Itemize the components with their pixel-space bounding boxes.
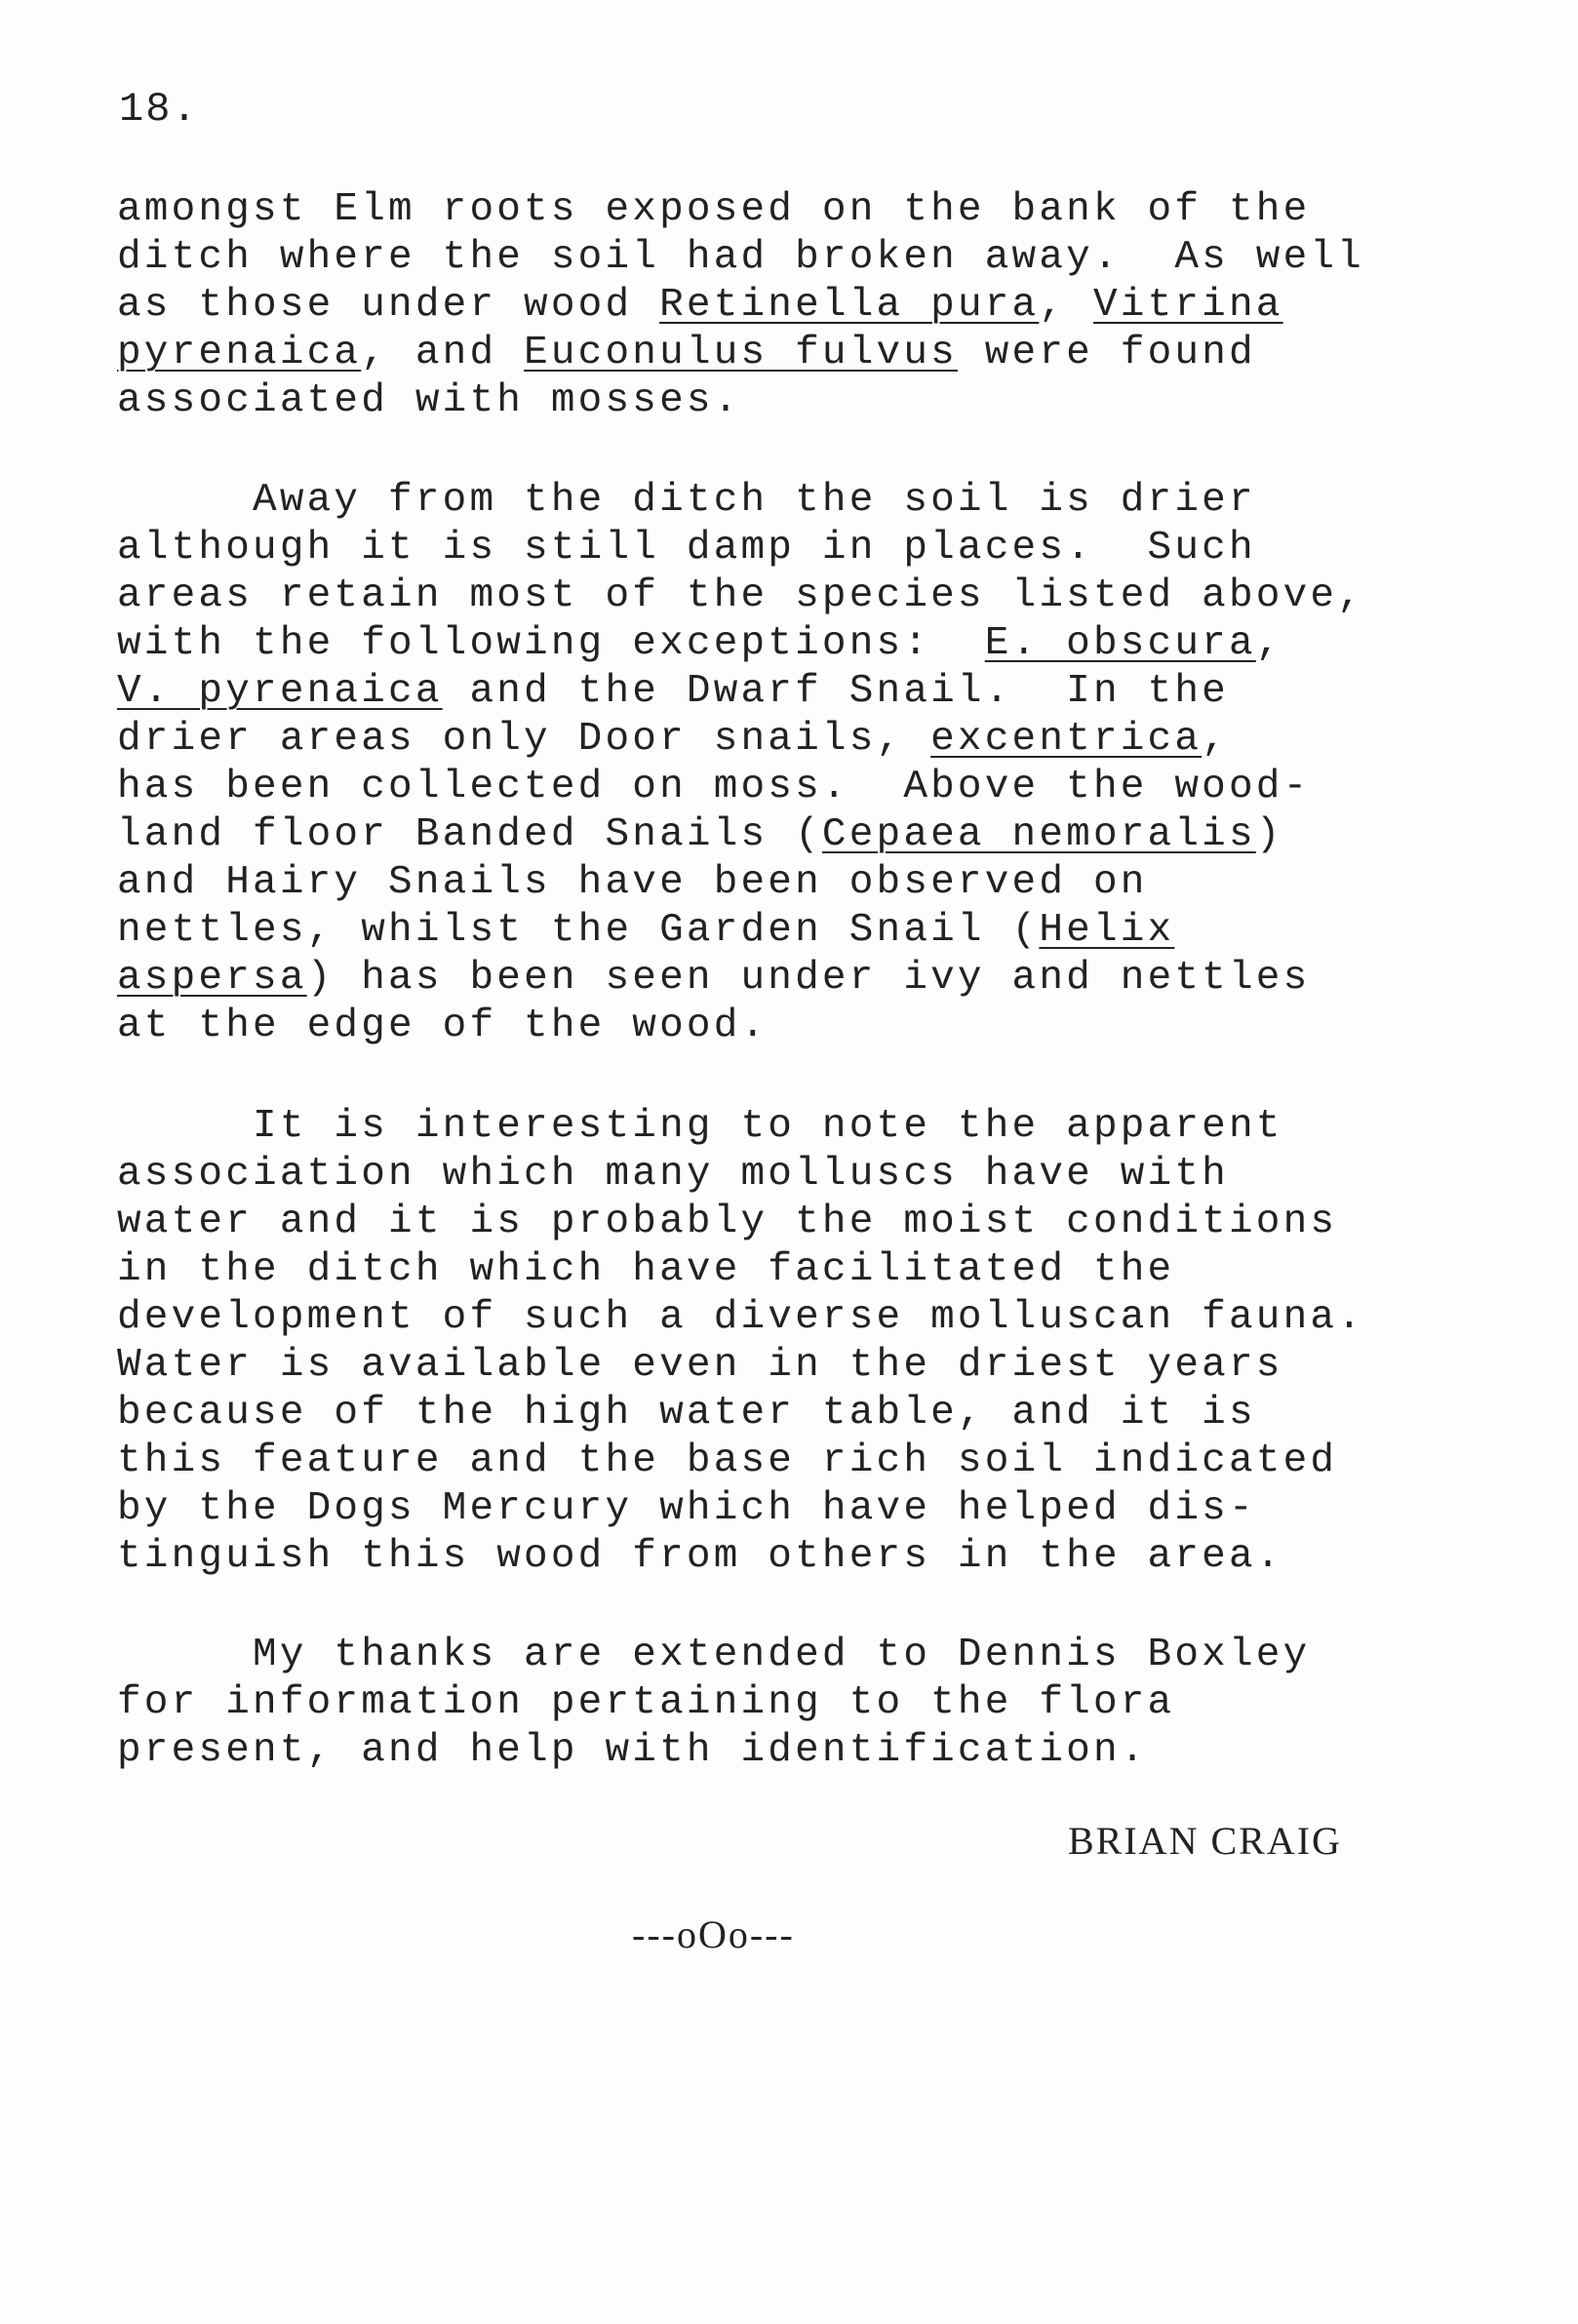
text-span: at the edge of the wood. (117, 1004, 769, 1048)
species-name: V. pyrenaica (117, 669, 443, 714)
text-line (117, 329, 1256, 377)
section-divider: ---oOo--- (632, 1912, 795, 1956)
text-span: with the following exceptions: (117, 621, 985, 666)
text-line (117, 763, 1310, 811)
text-span: Water is available even in the driest years (117, 1343, 1283, 1388)
text-span: has been collected on moss. Above the wood- (117, 765, 1311, 809)
text-span: for information pertaining to the flora (117, 1680, 1175, 1725)
text-line (117, 1678, 1174, 1727)
text-span: associated with mosses. (117, 378, 741, 423)
text-span: ) has been seen under ivy and nettles (306, 956, 1311, 1001)
species-name: E. obscura (984, 621, 1256, 666)
text-span: ditch where the soil had broken away. As well (117, 235, 1364, 280)
text-line (117, 1002, 768, 1050)
text-line (117, 1293, 1364, 1342)
species-name: excentrica (930, 717, 1203, 762)
text-span: , (1039, 283, 1093, 328)
text-span: by the Dogs Mercury which have helped dis- (117, 1486, 1256, 1531)
text-span: association which many molluscs have with (117, 1152, 1229, 1197)
text-span: , (1202, 717, 1229, 762)
text-span: nettles, whilst the Garden Snail ( (117, 908, 1040, 953)
text-span: this feature and the base rich soil indicated (117, 1438, 1338, 1483)
species-name: Cepaea nemoralis (821, 812, 1256, 857)
text-span: water and it is probably the moist conditions (117, 1200, 1338, 1244)
text-span: because of the high water table, and it is (117, 1391, 1256, 1436)
text-span: ) (1255, 812, 1283, 857)
text-line (117, 1532, 1283, 1581)
text-line (117, 1245, 1174, 1294)
text-span: although it is still damp in places. Such (117, 526, 1256, 571)
page-number: 18. (119, 86, 199, 133)
text-span: tinguish this wood from others in the area. (117, 1534, 1283, 1579)
text-span: It is interesting to note the apparent (117, 1104, 1283, 1149)
text-span: as those under wood (117, 283, 660, 328)
text-line (117, 619, 1283, 668)
text-span: Away from the ditch the soil is drier (117, 478, 1256, 523)
text-line (117, 954, 1310, 1003)
species-name: Vitrina (1092, 283, 1283, 328)
text-line (117, 906, 1174, 955)
text-line (117, 1484, 1256, 1533)
species-name: Euconulus fulvus (524, 331, 958, 375)
text-line (117, 1198, 1337, 1246)
text-line (117, 1726, 1148, 1775)
text-line (117, 571, 1364, 620)
text-line (117, 524, 1256, 572)
text-line (117, 1389, 1256, 1438)
text-span: , (1255, 621, 1283, 666)
text-line (117, 376, 741, 425)
text-span: My thanks are extended to Dennis Boxley (117, 1633, 1311, 1677)
text-line (117, 1437, 1337, 1485)
text-line (117, 810, 1283, 859)
text-span: land floor Banded Snails ( (117, 812, 822, 857)
text-line (117, 715, 1229, 764)
text-line (117, 667, 1229, 716)
species-name: Helix (1039, 908, 1175, 953)
text-span: in the ditch which have facilitated the (117, 1247, 1175, 1292)
text-span: and Hairy Snails have been observed on (117, 860, 1148, 905)
species-name: pyrenaica (117, 331, 362, 375)
text-line (117, 1631, 1310, 1679)
text-span: areas retain most of the species listed above, (117, 573, 1364, 618)
text-span: were found (957, 331, 1256, 375)
species-name: aspersa (117, 956, 307, 1001)
text-line (117, 1341, 1283, 1390)
text-line (117, 233, 1364, 282)
text-line (117, 476, 1256, 525)
text-span: and the Dwarf Snail. In the (442, 669, 1229, 714)
text-span: drier areas only Door snails, (117, 717, 931, 762)
text-span: present, and help with identification. (117, 1728, 1148, 1773)
text-line (117, 281, 1283, 330)
text-span: amongst Elm roots exposed on the bank of the (117, 187, 1311, 232)
text-span: development of such a diverse molluscan fauna. (117, 1295, 1364, 1340)
species-name: Retinella pura (659, 283, 1040, 328)
text-line (117, 1150, 1229, 1199)
text-line (117, 858, 1148, 907)
author-signature: BRIAN CRAIG (1068, 1819, 1342, 1863)
text-span: , and (361, 331, 525, 375)
text-line (117, 185, 1310, 234)
text-line (117, 1102, 1283, 1151)
